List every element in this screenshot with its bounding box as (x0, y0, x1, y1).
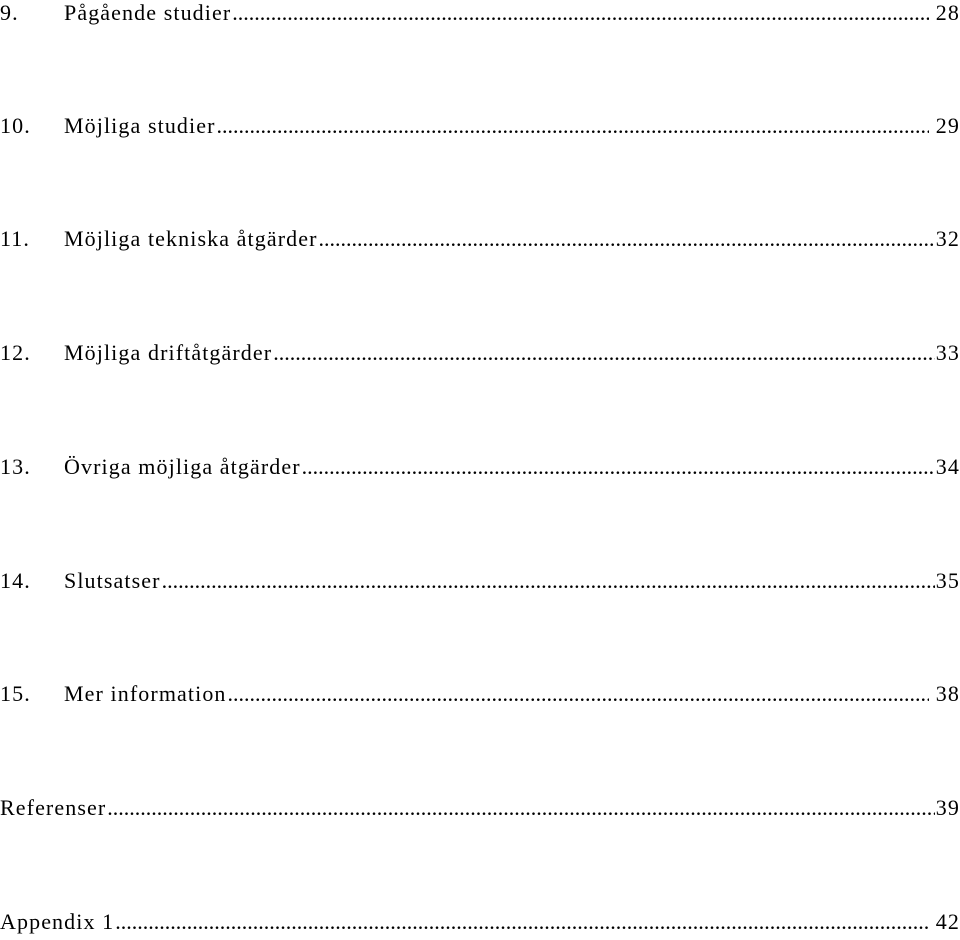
toc-entry[interactable] (0, 679, 960, 709)
toc-entry[interactable] (0, 452, 960, 482)
toc-entry-page: 28 (935, 0, 960, 25)
dot-leader (217, 111, 929, 141)
toc-entry[interactable] (0, 566, 960, 596)
toc-entry-title: Appendix 1 (0, 909, 115, 934)
dot-leader (162, 566, 935, 596)
toc-entry-title: Pågående studier (64, 0, 232, 25)
dot-leader (232, 0, 929, 28)
dot-leader (228, 679, 929, 709)
toc-entry-number: 15. (0, 681, 31, 706)
toc-entry[interactable] (0, 793, 960, 823)
toc-entry-title: Möjliga driftåtgärder (64, 340, 273, 365)
toc-entry[interactable] (0, 111, 960, 141)
toc-entry-title: Övriga möjliga åtgärder (64, 454, 301, 479)
toc-entry-page: 38 (935, 681, 960, 706)
toc-entry-number: 14. (0, 568, 31, 593)
dot-leader (273, 338, 935, 368)
toc-entry-number: 12. (0, 340, 31, 365)
toc-entry-page: 35 (935, 568, 960, 593)
toc-entry-title: Möjliga studier (64, 113, 216, 138)
toc-entry-page: 29 (935, 113, 960, 138)
toc-entry-number: 9. (0, 0, 19, 25)
toc-entry[interactable] (0, 0, 960, 28)
toc-entry-page: 34 (935, 454, 960, 479)
toc-entry-title: Referenser (0, 795, 107, 820)
toc-entry-page: 42 (935, 909, 960, 934)
dot-leader (115, 907, 929, 937)
toc-entry-page: 32 (935, 226, 960, 251)
toc-entry[interactable] (0, 224, 960, 254)
dot-leader (319, 224, 935, 254)
dot-leader (302, 452, 935, 482)
toc-entry-title: Slutsatser (64, 568, 161, 593)
toc-entry-page: 33 (935, 340, 960, 365)
toc-entry-number: 10. (0, 113, 31, 138)
toc-entry-number: 11. (0, 226, 30, 251)
toc-entry-title: Mer information (64, 681, 227, 706)
toc-entry[interactable] (0, 338, 960, 368)
toc-entry-title: Möjliga tekniska åtgärder (64, 226, 318, 251)
toc-entry-page: 39 (935, 795, 960, 820)
toc-entry[interactable] (0, 907, 960, 937)
toc-entry-number: 13. (0, 454, 31, 479)
dot-leader (107, 793, 935, 823)
